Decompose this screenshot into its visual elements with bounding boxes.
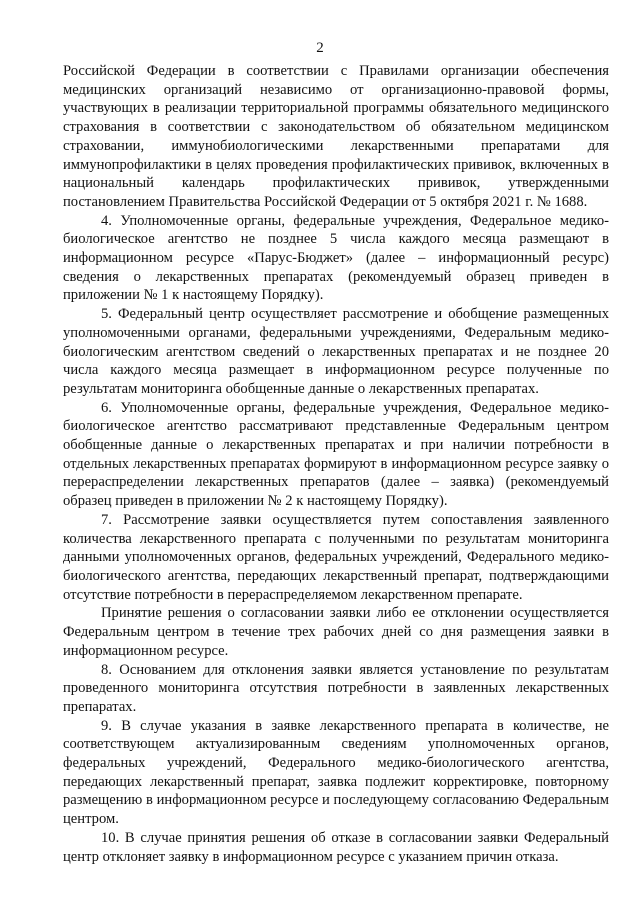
- paragraph-continuation: Российской Федерации в соответствии с Правилами организации обеспечения медицинских организаций независимо от организационно-правовой формы, участвующих в реализации территориальной программы обязательного медицинского страхования в соответствии с законодательством об обязательном медицинском страховании, иммунобиологическими лекарственными препаратами для иммунопрофилактики в целях проведения профилактических прививок, включенных в национальный календарь профилактических прививок, утвержденными постановлением Правительства Российской Федерации от 5 октября 2021 г. № 1688.: [63, 63, 609, 210]
- page-number: 2: [316, 40, 324, 56]
- paragraph-6: 6. Уполномоченные органы, федеральные учреждения, Федеральное медико-биологическое агентство рассматривают представленные Федеральным центром обобщенные данные о лекарственных препаратах и при наличии потребности в отдельных лекарственных препаратах формируют в информационном ресурсе заявку о перераспределении лекарственных препаратов (далее – заявка) (рекомендуемый образец приведен в приложении № 2 к настоящему Порядку).: [63, 399, 609, 510]
- paragraph-5: 5. Федеральный центр осуществляет рассмотрение и обобщение размещенных уполномоченными органами, федеральными учреждениями, Федеральным медико-биологическим агентством сведений о лекарственных препаратах и не позднее 20 числа каждого месяца размещает в информационном ресурсе полученные по результатам мониторинга обобщенные данные о лекарственных препаратах.: [63, 306, 609, 397]
- paragraph-4: 4. Уполномоченные органы, федеральные учреждения, Федеральное медико-биологическое агентство не позднее 5 числа каждого месяца размещают в информационном ресурсе «Парус-Бюджет» (далее – информационный ресурс) сведения о лекарственных препаратах (рекомендуемый образец приведен в приложении № 1 к настоящему Порядку).: [63, 212, 609, 304]
- paragraph-9: 9. В случае указания в заявке лекарственного препарата в количестве, не соответствующем актуализированным сведениям уполномоченных органов, федеральных учреждений, Федерального медико-биологического агентства, передающих лекарственный препарат, заявка подлежит корректировке, повторному размещению в информационном ресурсе и последующему согласованию Федеральным центром.: [63, 717, 609, 828]
- paragraph-7-decision: Принятие решения о согласовании заявки либо ее отклонении осуществляется Федеральным центром в течение трех рабочих дней со дня размещения заявки в информационном ресурсе.: [63, 605, 609, 659]
- paragraph-8: 8. Основанием для отклонения заявки является установление по результатам проведенного мониторинга отсутствия потребности в заявленных лекарственных препаратах.: [63, 661, 609, 715]
- document-body: [63, 62, 609, 866]
- paragraph-7: 7. Рассмотрение заявки осуществляется путем сопоставления заявленного количества лекарственного препарата с полученными по результатам мониторинга данными уполномоченных органов, федеральных учреждений, Федерального медико-биологического агентства, передающих лекарственный препарат, подтверждающими отсутствие потребности в перераспределяемом лекарственном препарате.: [63, 511, 609, 603]
- paragraph-10: 10. В случае принятия решения об отказе в согласовании заявки Федеральный центр отклоняет заявку в информационном ресурсе с указанием причин отказа.: [63, 829, 609, 865]
